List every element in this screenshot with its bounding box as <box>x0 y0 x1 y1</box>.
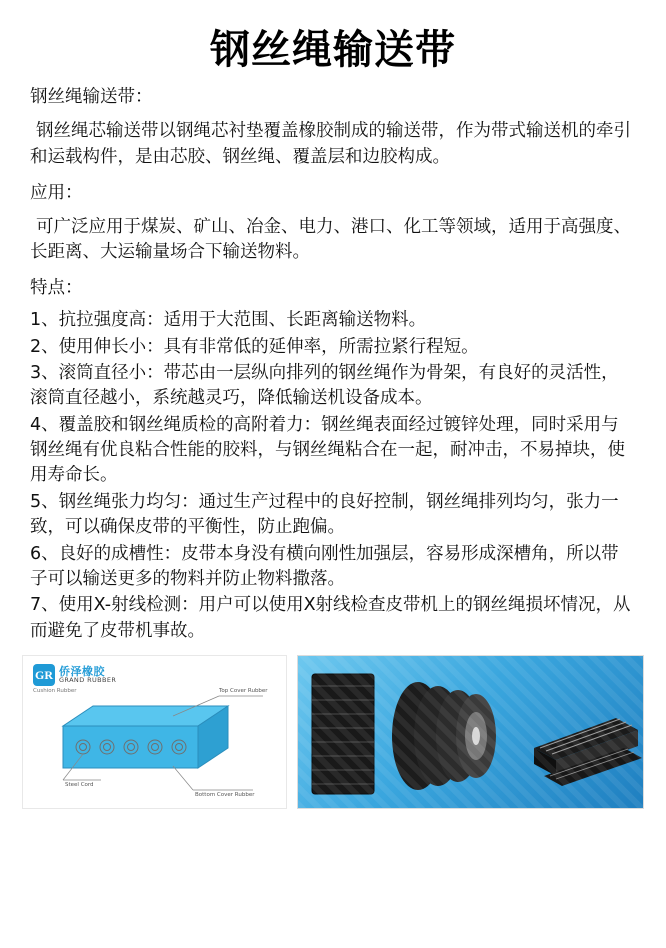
page-title: 钢丝绳输送带 <box>210 27 456 73</box>
list-item: 2、使用伸长小：具有非常低的延伸率，所需拉紧行程短。 <box>30 336 479 357</box>
list-item: 7、使用X-射线检测：用户可以使用X射线检查皮带机上的钢丝绳损坏情况，从而避免了皮带机事故。 <box>30 595 631 641</box>
list-item: 5、钢丝绳张力均匀：通过生产过程中的良好控制，钢丝绳排列均匀，张力一致，可以确保皮带的平衡性，防止跑偏。 <box>30 491 619 538</box>
diagram-svg <box>23 656 287 808</box>
logo-mark-icon: GR <box>33 664 55 686</box>
list-item: 3、滚筒直径小：带芯由一层纵向排列的钢丝绳作为骨架，有良好的灵活性，滚筒直径越小，系统越灵巧，降低输送机设备成本。 <box>30 362 619 409</box>
document-page <box>0 18 666 948</box>
diagram-label-steel-cord: Steel Cord <box>65 782 94 789</box>
product-photo <box>297 655 644 809</box>
section-heading-3: 特点： <box>30 278 83 299</box>
list-item: 4、覆盖胶和钢丝绳质检的高附着力：钢丝绳表面经过镀锌处理，同时采用与钢丝绳有优良粘合性能的胶料，与钢丝绳粘合在一起，耐冲击，不易掉块，使用寿命长。 <box>30 414 625 486</box>
document-body <box>0 85 666 644</box>
list-item: 6、良好的成槽性：皮带本身没有横向刚性加强层，容易形成深槽角，所以带子可以输送更多的物料并防止物料撒落。 <box>30 543 619 589</box>
list-item: 1、抗拉强度高：适用于大范围、长距离输送物料。 <box>30 310 427 331</box>
belt-structure-diagram <box>22 655 287 809</box>
section-paragraph-1: 钢丝绳芯输送带以钢绳芯衬垫覆盖橡胶制成的输送带，作为带式输送机的牵引和运载构件，是由芯胶、钢丝绳、覆盖层和边胶构成。 <box>30 120 631 167</box>
section-heading-1: 钢丝绳输送带： <box>30 87 153 107</box>
section-paragraph-2: 可广泛应用于煤炭、矿山、冶金、电力、港口、化工等领域，适用于高强度、长距离、大运输量场合下输送物料。 <box>30 216 631 263</box>
logo-subtitle: Cushion Rubber <box>33 688 77 695</box>
feature-list <box>30 308 636 644</box>
section-heading-2: 应用： <box>30 182 83 203</box>
photo-svg <box>298 656 644 808</box>
diagram-label-top-cover: Top Cover Rubber <box>219 688 268 695</box>
diagram-label-bottom-cover: Bottom Cover Rubber <box>195 792 255 799</box>
logo-chinese-name: 侨泽橡胶 <box>59 664 105 678</box>
logo-english-name: GRAND RUBBER <box>59 676 117 685</box>
figure-row <box>0 645 666 809</box>
